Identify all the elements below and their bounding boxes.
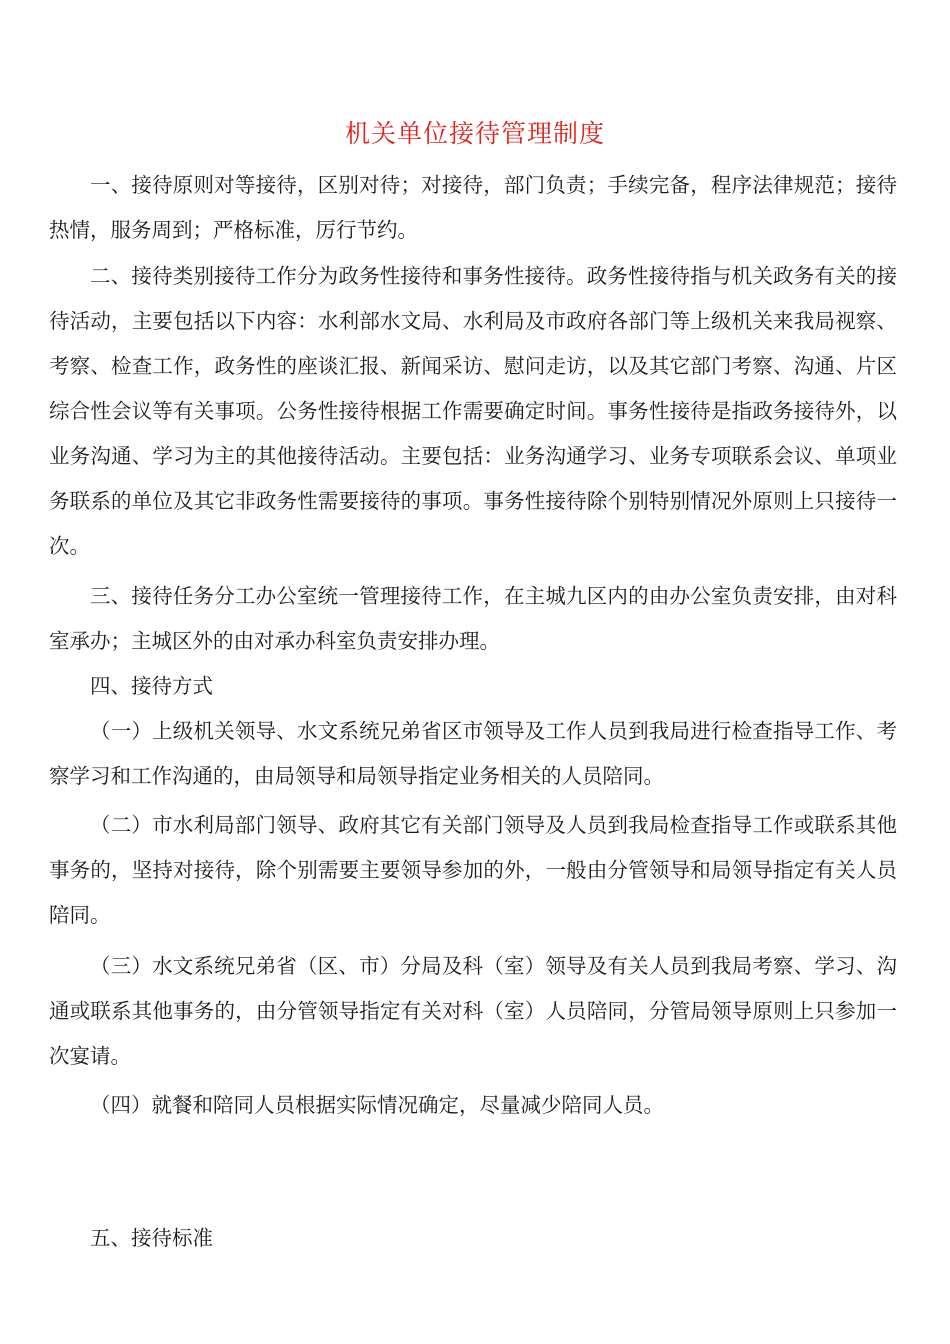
- section-heading-reception-methods: 四、接待方式: [90, 674, 213, 698]
- section-heading-reception-standards: 五、接待标准: [90, 1226, 213, 1250]
- paragraph-method-3: （三）水文系统兄弟省（区、市）分局及科（室）领导及有关人员到我局考察、学习、沟通或联系其他事务的，由分管领导指定有关对科（室）人员陪同，分管局领导原则上只参加一次宴请。: [49, 954, 897, 1068]
- paragraph-task-division: 三、接待任务分工办公室统一管理接待工作，在主城九区内的由办公室负责安排，由对科室承办；主城区外的由对承办科室负责安排办理。: [49, 584, 897, 653]
- paragraph-method-4: （四）就餐和陪同人员根据实际情况确定，尽量减少陪同人员。: [90, 1093, 664, 1117]
- paragraph-method-2: （二）市水利局部门领导、政府其它有关部门领导及人员到我局检查指导工作或联系其他事务的，坚持对接待，除个别需要主要领导参加的外，一般由分管领导和局领导指定有关人员陪同。: [49, 813, 897, 927]
- paragraph-reception-categories: 二、接待类别接待工作分为政务性接待和事务性接待。政务性接待指与机关政务有关的接待活动，主要包括以下内容：水利部水文局、水利局及市政府各部门等上级机关来我局视察、考察、检查工作，政务性的座谈汇报、新闻采访、慰问走访，以及其它部门考察、沟通、片区综合性会议等有关事项。公务性接待根据工作需要确定时间。事务性接待是指政务接待外，以业务沟通、学习为主的其他接待活动。主要包括：业务沟通学习、业务专项联系会议、单项业务联系的单位及其它非政务性需要接待的事项。事务性接待除个别特别情况外原则上只接待一次。: [49, 264, 897, 558]
- paragraph-reception-principles: 一、接待原则对等接待，区别对待；对接待，部门负责；手续完备，程序法律规范；接待热情，服务周到；严格标准，厉行节约。: [49, 173, 897, 242]
- document-title: 机关单位接待管理制度: [344, 119, 605, 148]
- paragraph-method-1: （一）上级机关领导、水文系统兄弟省区市领导及工作人员到我局进行检查指导工作、考察学习和工作沟通的，由局领导和局领导指定业务相关的人员陪同。: [49, 719, 897, 788]
